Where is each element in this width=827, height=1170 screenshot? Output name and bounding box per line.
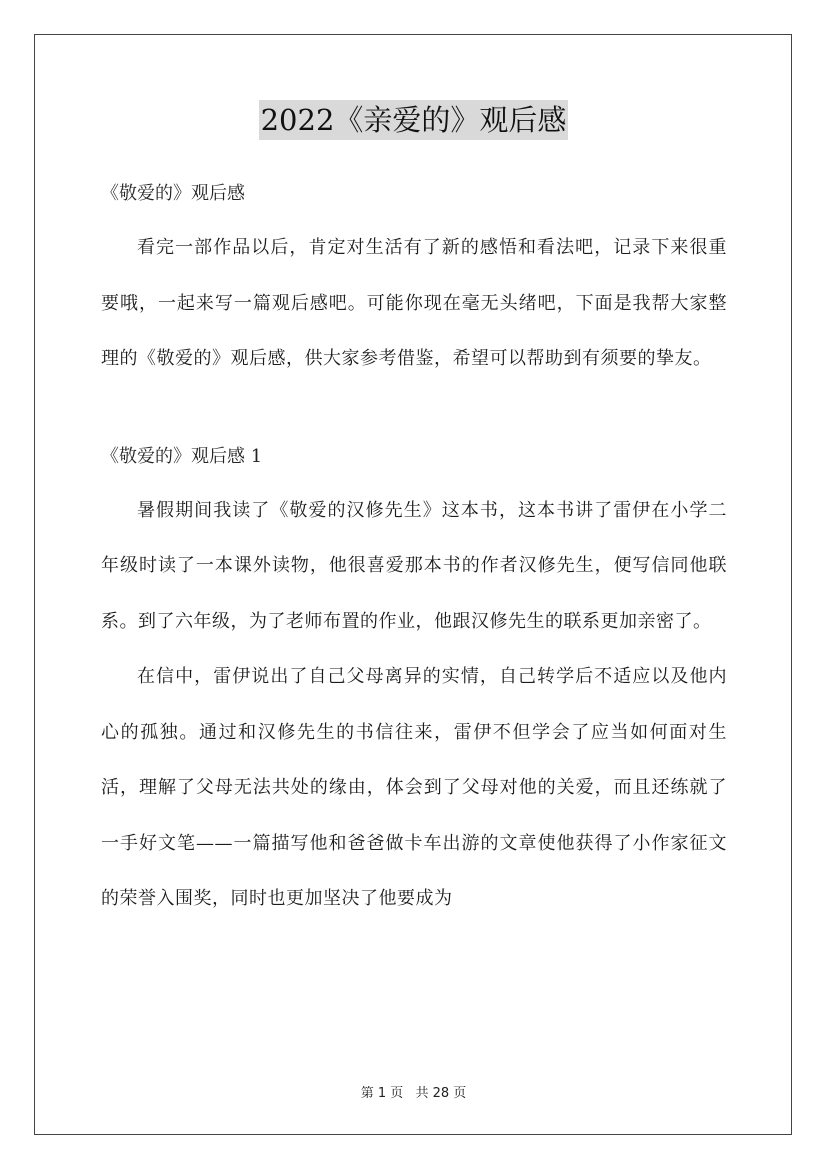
page-footer (0, 1082, 827, 1101)
intro-paragraph: 看完一部作品以后，肯定对生活有了新的感悟和看法吧，记录下来很重要哦，一起来写一篇观后感吧。可能你现在毫无头绪吧，下面是我帮大家整理的《敬爱的》观后感，供大家参考借鉴，希望可以帮助到有须要的挚友。 (101, 237, 727, 369)
document-body (101, 172, 727, 927)
intro-heading: 《敬爱的》观后感 (101, 183, 245, 204)
section-heading: 《敬爱的》观后感 1 (101, 445, 263, 467)
title-container (0, 100, 827, 140)
section-paragraph-1: 暑假期间我读了《敬爱的汉修先生》这本书，这本书讲了雷伊在小学二年级时读了一本课外读物，他很喜爱那本书的作者汉修先生，便写信同他联系。到了六年级，为了老师布置的作业，他跟汉修先生的联系更加亲密了。 (101, 499, 727, 632)
page-number: 第 1 页 (360, 1086, 404, 1101)
document-title: 2022《亲爱的》观后感 (259, 100, 569, 140)
total-pages: 共 28 页 (415, 1086, 467, 1101)
section-paragraph-2: 在信中，雷伊说出了自己父母离异的实情，自己转学后不适应以及他内心的孤独。通过和汉修先生的书信往来，雷伊不但学会了应当如何面对生活，理解了父母无法共处的缘由，体会到了父母对他的关爱，而且还练就了一手好文笔——一篇描写他和爸爸做卡车出游的文章使他获得了小作家征文的荣誉入围奖，同时也更加坚决了他要成为 (101, 666, 727, 909)
